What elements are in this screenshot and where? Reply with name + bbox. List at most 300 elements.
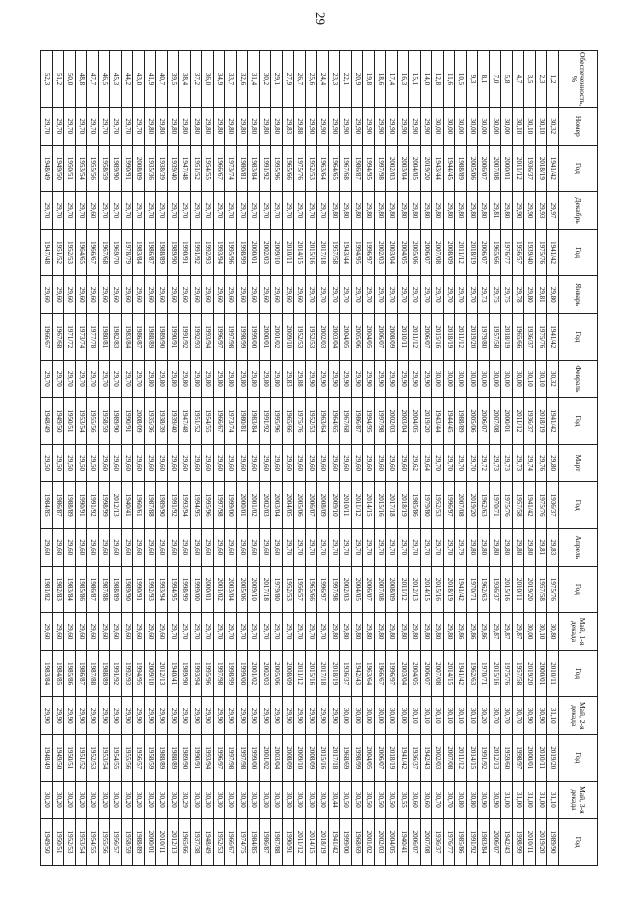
- table-cell: 2010/11: [513, 566, 525, 613]
- table-cell: 1975/76: [547, 566, 559, 613]
- table-cell: 1950/51: [53, 819, 65, 866]
- table-cell: 1941/42: [547, 229, 559, 276]
- table-cell: 29,90: [64, 697, 76, 735]
- table-cell: 30,90: [490, 781, 502, 819]
- table-cell: 1967/68: [53, 313, 65, 360]
- table-cell: 2011/12: [455, 229, 467, 276]
- table-cell: 1986/87: [76, 650, 88, 697]
- table-cell: 29,60: [248, 529, 260, 567]
- table-cell: 2015/16: [432, 566, 444, 613]
- table-cell: 1951/52: [76, 734, 88, 781]
- table-cell: 29,60: [99, 444, 111, 482]
- table-cell: 30,00: [513, 360, 525, 398]
- table-cell: 30,70: [444, 781, 456, 819]
- table-cell: 2015/16: [432, 313, 444, 360]
- table-cell: 1971/72: [64, 313, 76, 360]
- table-cell: 1980/81: [237, 145, 249, 192]
- table-cell: 1987/88: [87, 650, 99, 697]
- table-cell: 30,30: [317, 781, 329, 819]
- table-cell: 29,90: [87, 697, 99, 735]
- table-cell: 1936/37: [524, 145, 536, 192]
- table-cell: 29,80: [168, 108, 180, 146]
- table-cell: 1996/97: [363, 229, 375, 276]
- table-cell: 29,80: [271, 108, 283, 146]
- table-cell: 2011/12: [398, 566, 410, 613]
- table-cell: 29,87: [490, 613, 502, 651]
- table-cell: 30,90: [478, 781, 490, 819]
- table-cell: 1951/52: [191, 145, 203, 192]
- table-cell: 1970/71: [467, 566, 479, 613]
- table-cell: 1997/98: [225, 734, 237, 781]
- table-cell: 1998/99: [99, 482, 111, 529]
- table-cell: 4,7: [513, 51, 525, 108]
- table-cell: 1995/96: [202, 650, 214, 697]
- table-cell: 2014/15: [306, 819, 318, 866]
- table-cell: 1936/37: [340, 650, 352, 697]
- table-cell: 29,50: [64, 444, 76, 482]
- table-cell: 1997/98: [375, 398, 387, 445]
- table-cell: 2015/16: [306, 229, 318, 276]
- table-cell: 29,70: [294, 192, 306, 230]
- column-header: Май, 1-я декада: [559, 613, 598, 651]
- table-cell: 1998/99: [179, 566, 191, 613]
- table-cell: 1994/95: [168, 566, 180, 613]
- table-cell: 2008/09: [133, 398, 145, 445]
- table-cell: 2003/04: [398, 145, 410, 192]
- table-cell: 1955/56: [87, 145, 99, 192]
- table-cell: 29,73: [478, 276, 490, 314]
- table-cell: 2010/11: [156, 819, 168, 866]
- table-cell: 1990/91: [191, 734, 203, 781]
- table-cell: 39,5: [168, 51, 180, 108]
- table-cell: 1957/58: [329, 229, 341, 276]
- table-cell: 1989/90: [156, 482, 168, 529]
- table-cell: 29,70: [237, 192, 249, 230]
- table-cell: 1994/95: [363, 398, 375, 445]
- table-cell: 16,3: [398, 51, 410, 108]
- table-cell: 29,70: [283, 529, 295, 567]
- table-cell: 30,30: [225, 781, 237, 819]
- table-cell: 1985/86: [76, 566, 88, 613]
- table-cell: 29,60: [225, 276, 237, 314]
- table-cell: 2017/18: [260, 566, 272, 613]
- table-cell: 2008/09: [133, 145, 145, 192]
- table-cell: 1991/92: [179, 313, 191, 360]
- table-cell: 1990/91: [76, 482, 88, 529]
- table-cell: 1996/97: [214, 734, 226, 781]
- table-cell: 30,00: [386, 697, 398, 735]
- table-row: [421, 51, 433, 866]
- table-row: [156, 51, 168, 866]
- table-cell: 29,80: [409, 613, 421, 651]
- table-cell: 29,60: [122, 613, 134, 651]
- table-cell: 29,80: [432, 192, 444, 230]
- table-cell: 29,70: [133, 360, 145, 398]
- table-cell: 1936/37: [524, 313, 536, 360]
- table-cell: 29,90: [306, 697, 318, 735]
- table-cell: 1947/48: [179, 145, 191, 192]
- table-cell: 1991/92: [260, 145, 272, 192]
- table-cell: 2018/19: [467, 229, 479, 276]
- table-cell: 2002/03: [432, 734, 444, 781]
- table-cell: 2009/10: [271, 229, 283, 276]
- table-cell: 29,60: [156, 613, 168, 651]
- table-cell: 1966/67: [87, 229, 99, 276]
- table-cell: 29,90: [421, 360, 433, 398]
- table-cell: 29,80: [168, 360, 180, 398]
- table-row: [271, 51, 283, 866]
- table-cell: 30,00: [478, 108, 490, 146]
- table-cell: 29,70: [317, 613, 329, 651]
- table-cell: 1962/63: [478, 482, 490, 529]
- table-cell: 29,90: [110, 697, 122, 735]
- table-cell: 14,0: [421, 51, 433, 108]
- table-row: [536, 51, 548, 866]
- table-cell: 1950/51: [64, 734, 76, 781]
- table-cell: 30,10: [444, 697, 456, 735]
- column-header: Год: [559, 313, 598, 360]
- table-cell: 2001/02: [248, 650, 260, 697]
- table-cell: 1935/36: [145, 398, 157, 445]
- table-cell: 29,80: [363, 192, 375, 230]
- table-cell: 1991/92: [110, 650, 122, 697]
- table-cell: 1942/43: [352, 650, 364, 697]
- table-cell: 29,80: [202, 360, 214, 398]
- column-header: Май, 3-я декада: [559, 781, 598, 819]
- table-row: [237, 51, 249, 866]
- table-cell: 29,80: [340, 192, 352, 230]
- table-cell: 1949/50: [53, 398, 65, 445]
- table-cell: 29,70: [156, 192, 168, 230]
- table-cell: 2018/19: [444, 313, 456, 360]
- table-cell: 1975/76: [294, 398, 306, 445]
- column-header: Февраль: [559, 360, 598, 398]
- table-cell: 29,90: [398, 360, 410, 398]
- table-cell: 29,90: [317, 108, 329, 146]
- table-cell: 29,90: [375, 108, 387, 146]
- table-cell: 30,00: [501, 360, 513, 398]
- table-cell: 1997/98: [375, 145, 387, 192]
- table-cell: 30,20: [133, 781, 145, 819]
- table-cell: 29,70: [87, 108, 99, 146]
- table-cell: 29,60: [145, 613, 157, 651]
- table-cell: 1941/42: [547, 313, 559, 360]
- table-cell: 29,80: [375, 192, 387, 230]
- table-cell: 29,60: [271, 444, 283, 482]
- table-cell: 30,50: [340, 781, 352, 819]
- table-cell: 2005/06: [237, 566, 249, 613]
- table-row: [478, 51, 490, 866]
- table-cell: 29,90: [306, 360, 318, 398]
- table-cell: 29,79: [455, 529, 467, 567]
- table-cell: 1993/94: [191, 650, 203, 697]
- table-cell: 1977/78: [87, 313, 99, 360]
- table-cell: 1983/84: [248, 145, 260, 192]
- table-cell: 1936/37: [409, 734, 421, 781]
- table-cell: 29,90: [329, 108, 341, 146]
- table-cell: 31,4: [248, 51, 260, 108]
- table-cell: 2019/20: [524, 566, 536, 613]
- table-cell: 52,3: [41, 51, 53, 108]
- table-cell: 30,44: [329, 781, 341, 819]
- table-cell: 1985/86: [455, 819, 467, 866]
- table-cell: 29,80: [214, 360, 226, 398]
- table-cell: 29,90: [53, 697, 65, 735]
- table-row: [122, 51, 134, 866]
- table-cell: 1988/89: [156, 734, 168, 781]
- table-cell: 1936/37: [490, 566, 502, 613]
- table-cell: 1987/88: [271, 819, 283, 866]
- table-cell: 1976/77: [501, 229, 513, 276]
- table-cell: 29,70: [76, 192, 88, 230]
- table-cell: 29,70: [191, 613, 203, 651]
- table-cell: 29,60: [260, 276, 272, 314]
- table-cell: 29,64: [421, 444, 433, 482]
- table-cell: 2004/05: [352, 566, 364, 613]
- table-cell: 1943/44: [432, 398, 444, 445]
- table-cell: 1940/41: [398, 819, 410, 866]
- table-cell: 1954/55: [202, 145, 214, 192]
- table-cell: 29,83: [547, 529, 559, 567]
- table-cell: 2009/10: [329, 482, 341, 529]
- table-cell: 2008/09: [444, 229, 456, 276]
- table-cell: 2007/08: [455, 482, 467, 529]
- table-cell: 17,4: [386, 51, 398, 108]
- table-cell: 37,2: [191, 51, 203, 108]
- table-cell: 30,10: [432, 697, 444, 735]
- table-cell: 2005/06: [467, 145, 479, 192]
- table-cell: 1994/95: [133, 650, 145, 697]
- table-cell: 29,60: [110, 276, 122, 314]
- column-header: Номер: [559, 108, 598, 146]
- table-cell: 1948/49: [41, 145, 53, 192]
- column-header: Год: [559, 650, 598, 697]
- table-cell: 29,80: [191, 108, 203, 146]
- column-header: Март: [559, 444, 598, 482]
- table-cell: 29,70: [225, 613, 237, 651]
- table-cell: 2001/02: [214, 566, 226, 613]
- table-cell: 1991/92: [260, 398, 272, 445]
- table-cell: 1986/87: [145, 229, 157, 276]
- table-cell: 2004/05: [409, 650, 421, 697]
- table-cell: 29,86: [455, 613, 467, 651]
- table-cell: 30,20: [156, 781, 168, 819]
- table-cell: 1952/53: [294, 313, 306, 360]
- table-cell: 29,80: [248, 108, 260, 146]
- table-cell: 29,70: [260, 613, 272, 651]
- table-cell: 29,80: [329, 192, 341, 230]
- table-cell: 29,90: [363, 108, 375, 146]
- table-cell: 29,80: [225, 360, 237, 398]
- table-cell: 1997/98: [329, 566, 341, 613]
- table-cell: 1955/56: [122, 734, 134, 781]
- table-cell: 30,10: [421, 697, 433, 735]
- table-row: [329, 51, 341, 866]
- table-cell: 29,70: [133, 192, 145, 230]
- table-row: [202, 51, 214, 866]
- table-row: [317, 51, 329, 866]
- table-cell: 1940/41: [122, 482, 134, 529]
- table-cell: 30,30: [191, 781, 203, 819]
- table-cell: 1940/41: [168, 650, 180, 697]
- table-cell: 29,70: [432, 529, 444, 567]
- table-cell: 29,70: [41, 192, 53, 230]
- table-cell: 29,80: [524, 529, 536, 567]
- table-cell: 2003/04: [271, 734, 283, 781]
- table-cell: 29,70: [409, 529, 421, 567]
- table-cell: 30,80: [455, 781, 467, 819]
- table-cell: 29,80: [225, 108, 237, 146]
- table-cell: 2011/12: [455, 734, 467, 781]
- table-cell: 1999/00: [248, 734, 260, 781]
- table-cell: 29,90: [386, 360, 398, 398]
- table-cell: 1966/67: [214, 145, 226, 192]
- table-cell: 1993/94: [156, 566, 168, 613]
- table-cell: 29,60: [156, 444, 168, 482]
- table-cell: 1993/94: [202, 734, 214, 781]
- table-cell: 29,90: [271, 697, 283, 735]
- table-cell: 2005/06: [294, 482, 306, 529]
- table-cell: 1990/91: [168, 313, 180, 360]
- table-cell: 30,29: [179, 781, 191, 819]
- table-cell: 29,60: [294, 444, 306, 482]
- table-cell: 29,60: [87, 192, 99, 230]
- table-cell: 30,30: [294, 781, 306, 819]
- table-cell: 1956/57: [133, 734, 145, 781]
- table-cell: 32,6: [237, 51, 249, 108]
- table-cell: 29,60: [398, 444, 410, 482]
- table-cell: 29,70: [306, 613, 318, 651]
- table-cell: 29,60: [179, 444, 191, 482]
- table-cell: 1952/53: [64, 229, 76, 276]
- table-cell: 1984/85: [41, 482, 53, 529]
- table-cell: 48,8: [76, 51, 88, 108]
- table-cell: 29,90: [122, 697, 134, 735]
- table-cell: 29,70: [191, 192, 203, 230]
- table-cell: 29,83: [283, 108, 295, 146]
- table-cell: 2004/05: [283, 482, 295, 529]
- table-cell: 29,70: [110, 360, 122, 398]
- table-cell: 1966/67: [214, 398, 226, 445]
- table-cell: 1973/74: [225, 398, 237, 445]
- table-cell: 2002/03: [260, 650, 272, 697]
- table-cell: 1953/54: [76, 398, 88, 445]
- table-cell: 29,70: [214, 192, 226, 230]
- table-cell: 1991/92: [191, 229, 203, 276]
- table-cell: 2009/10: [145, 650, 157, 697]
- table-cell: 1998/99: [352, 734, 364, 781]
- table-row: [547, 51, 559, 866]
- table-cell: 29,70: [467, 276, 479, 314]
- table-cell: 30,20: [145, 781, 157, 819]
- table-cell: 29,70: [214, 613, 226, 651]
- table-cell: 2004/05: [363, 734, 375, 781]
- table-cell: 2005/06: [409, 229, 421, 276]
- table-cell: 2000/01: [260, 313, 272, 360]
- table-cell: 2010/11: [283, 229, 295, 276]
- table-cell: 2018/19: [398, 482, 410, 529]
- table-cell: 29,81: [490, 192, 502, 230]
- table-cell: 2019/20: [536, 819, 548, 866]
- table-cell: 1939/40: [168, 145, 180, 192]
- table-cell: 29,70: [398, 529, 410, 567]
- table-cell: 1958/59: [122, 819, 134, 866]
- table-cell: 1957/58: [536, 566, 548, 613]
- column-header: Май, 2-я декада: [559, 697, 598, 735]
- table-cell: 1964/65: [329, 145, 341, 192]
- table-cell: 29,70: [386, 529, 398, 567]
- table-cell: 30,60: [421, 781, 433, 819]
- table-row: [398, 51, 410, 866]
- table-cell: 2005/06: [352, 313, 364, 360]
- table-cell: 29,60: [41, 613, 53, 651]
- table-cell: 1973/74: [225, 145, 237, 192]
- table-cell: 1997/98: [237, 734, 249, 781]
- table-cell: 29,70: [352, 276, 364, 314]
- table-cell: 29,90: [202, 697, 214, 735]
- table-cell: 29,70: [145, 192, 157, 230]
- table-cell: 29,80: [421, 192, 433, 230]
- table-cell: 2007/08: [490, 398, 502, 445]
- table-cell: 30,00: [490, 108, 502, 146]
- table-row: [64, 51, 76, 866]
- table-cell: 1990/91: [122, 145, 134, 192]
- table-row: [455, 51, 467, 866]
- table-header-row: [559, 51, 598, 866]
- table-cell: 29,50: [41, 444, 53, 482]
- table-cell: 29,60: [99, 529, 111, 567]
- table-cell: 44,2: [122, 51, 134, 108]
- table-cell: 29,70: [398, 276, 410, 314]
- table-cell: 29,74: [524, 444, 536, 482]
- table-cell: 29,70: [363, 529, 375, 567]
- table-cell: 30,70: [513, 697, 525, 735]
- table-cell: 29,60: [386, 444, 398, 482]
- table-cell: 1952/53: [87, 734, 99, 781]
- table-cell: 2011/12: [409, 313, 421, 360]
- table-cell: 2019/20: [467, 313, 479, 360]
- table-cell: 2019/20: [547, 734, 559, 781]
- table-cell: 2015/16: [490, 650, 502, 697]
- table-cell: 1965/66: [513, 313, 525, 360]
- table-cell: 12,8: [432, 51, 444, 108]
- table-row: [375, 51, 387, 866]
- table-cell: 1994/95: [191, 482, 203, 529]
- table-cell: 29,60: [283, 276, 295, 314]
- table-cell: 2012/13: [490, 734, 502, 781]
- table-cell: 29,70: [455, 276, 467, 314]
- table-cell: 2002/03: [340, 566, 352, 613]
- table-cell: 29,70: [53, 192, 65, 230]
- table-cell: 1998/99: [513, 819, 525, 866]
- table-cell: 1957/58: [513, 482, 525, 529]
- table-cell: 2011/12: [513, 145, 525, 192]
- table-cell: 2006/07: [490, 819, 502, 866]
- table-cell: 29,76: [536, 444, 548, 482]
- table-cell: 2010/11: [524, 819, 536, 866]
- table-cell: 29,93: [536, 192, 548, 230]
- table-cell: 2014/15: [444, 650, 456, 697]
- table-cell: 30,30: [202, 781, 214, 819]
- table-cell: 29,80: [547, 444, 559, 482]
- table-cell: 29,70: [317, 529, 329, 567]
- table-cell: 29,75: [501, 276, 513, 314]
- table-cell: 29,70: [271, 192, 283, 230]
- table-cell: 29,90: [352, 360, 364, 398]
- table-row: [467, 51, 479, 866]
- table-cell: 29,80: [444, 192, 456, 230]
- table-cell: 29,60: [87, 276, 99, 314]
